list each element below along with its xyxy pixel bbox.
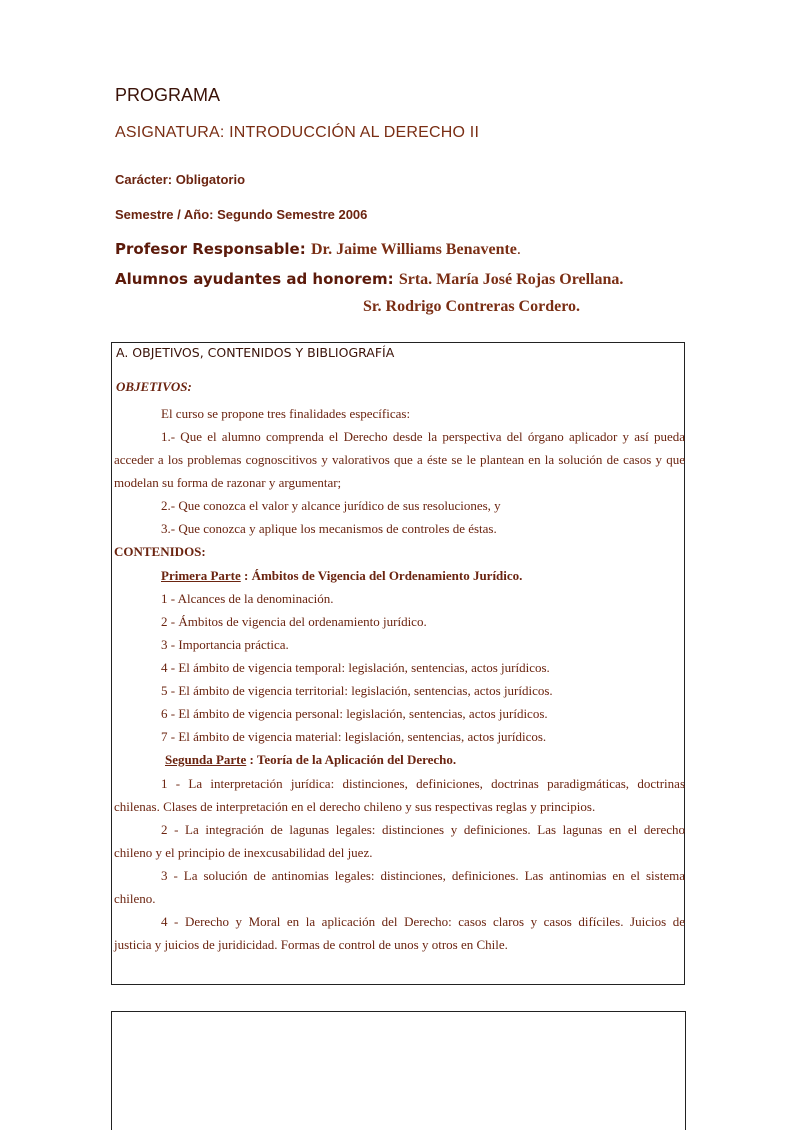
- program-section-box: [111, 342, 685, 985]
- objetivo-3: 3.- Que conozca y aplique los mecanismos de controles de éstas.: [161, 521, 497, 536]
- parte2-item-1-line-2: chilenas. Clases de interpretación en el derecho chileno y sus respectivas reglas y principios.: [114, 799, 596, 814]
- primera-parte-label: Primera Parte: [161, 568, 241, 583]
- parte2-item-3-line-2: chileno.: [114, 891, 156, 906]
- primera-parte-title: : Ámbitos de Vigencia del Ordenamiento Jurídico.: [240, 568, 523, 583]
- parte2-item-2-line-1: 2 - La integración de lagunas legales: distinciones y definiciones. Las lagunas en el derecho: [161, 822, 685, 837]
- subject-title: ASIGNATURA: INTRODUCCIÓN AL DERECHO II: [115, 124, 480, 141]
- objetivos-intro: El curso se propone tres finalidades específicas:: [161, 406, 411, 421]
- profesor-name: Dr. Jaime Williams Benavente: [310, 241, 517, 258]
- objetivo-2: 2.- Que conozca el valor y alcance jurídico de sus resoluciones, y: [161, 498, 501, 513]
- parte2-item-2-line-2: chileno y el principio de inexcusabilidad del juez.: [114, 845, 373, 860]
- objetivo-1-line-1: 1.- Que el alumno comprenda el Derecho desde la perspectiva del órgano aplicador y así pueda: [161, 429, 685, 444]
- alumnos-label: Alumnos ayudantes ad honorem:: [115, 270, 394, 288]
- alumno-1: Srta. María José Rojas Orellana.: [398, 271, 624, 288]
- parte1-item-1: 1 - Alcances de la denominación.: [161, 591, 334, 606]
- semestre-line: Semestre / Año: Segundo Semestre 2006: [115, 207, 368, 222]
- parte1-item-4: 4 - El ámbito de vigencia temporal: legislación, sentencias, actos jurídicos.: [161, 660, 550, 675]
- alumno-2: Sr. Rodrigo Contreras Cordero.: [363, 298, 581, 315]
- profesor-line: Profesor Responsable: Dr. Jaime Williams Benavente.: [115, 240, 521, 258]
- page-title: PROGRAMA: [115, 85, 221, 105]
- objetivo-1-line-2: acceder a los problemas cognoscitivos y valorativos que a éste se le plantean en la solución de casos y que: [114, 452, 685, 467]
- parte2-item-3-line-1: 3 - La solución de antinomias legales: distinciones, definiciones. Las antinomias en el sistema: [161, 868, 685, 883]
- segunda-parte-label: Segunda Parte: [165, 752, 247, 767]
- section-heading: A. OBJETIVOS, CONTENIDOS Y BIBLIOGRAFÍA: [116, 345, 395, 360]
- segunda-parte-heading: [165, 752, 456, 768]
- alumnos-line: [115, 270, 623, 289]
- next-section-box: [111, 1011, 686, 1130]
- parte1-item-7: 7 - El ámbito de vigencia material: legislación, sentencias, actos jurídicos.: [161, 729, 547, 744]
- contenidos-label: CONTENIDOS:: [114, 544, 206, 559]
- parte1-item-3: 3 - Importancia práctica.: [161, 637, 289, 652]
- objetivos-label: OBJETIVOS:: [116, 379, 192, 394]
- parte2-item-4-line-2: justicia y juicios de juridicidad. Formas de control de unos y otros en Chile.: [114, 937, 508, 952]
- primera-parte-heading: [161, 568, 522, 584]
- parte1-item-2: 2 - Ámbitos de vigencia del ordenamiento jurídico.: [161, 614, 427, 629]
- parte1-item-6: 6 - El ámbito de vigencia personal: legislación, sentencias, actos jurídicos.: [161, 706, 548, 721]
- profesor-label: Profesor Responsable:: [115, 240, 306, 258]
- segunda-parte-title: : Teoría de la Aplicación del Derecho.: [246, 752, 457, 767]
- parte2-item-1-line-1: 1 - La interpretación jurídica: distinciones, definiciones, doctrinas paradigmáticas, doctrinas: [161, 776, 685, 791]
- parte1-item-5: 5 - El ámbito de vigencia territorial: legislación, sentencias, actos jurídicos.: [161, 683, 553, 698]
- objetivo-1-line-3: modelan su forma de razonar y argumentar;: [114, 475, 342, 490]
- caracter-line: Carácter: Obligatorio: [115, 172, 246, 187]
- parte2-item-4-line-1: 4 - Derecho y Moral en la aplicación del Derecho: casos claros y casos difíciles. Juicios de: [161, 914, 685, 929]
